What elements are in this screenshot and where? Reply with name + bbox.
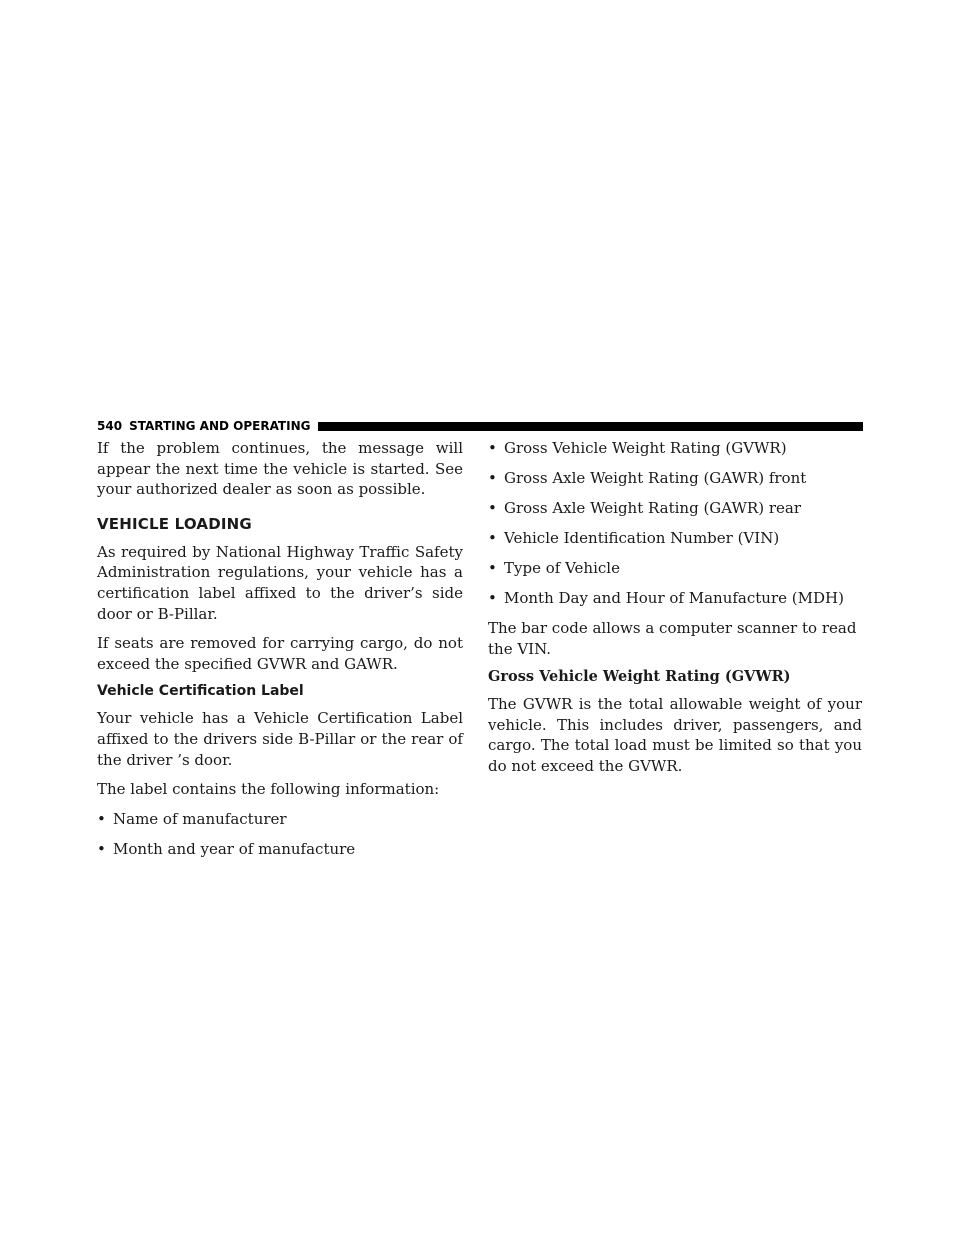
paragraph-nhtsa-requirement: As required by National Highway Traffic Safety Administration regulations, your vehicle has a certification label affixed to the driver’s side door or B-Pillar. <box>97 542 463 623</box>
bullet-icon: • <box>488 498 497 517</box>
paragraph-problem-continues: If the problem continues, the message will appear the next time the vehicle is started. See your authorized dealer as soon as possible. <box>97 439 463 499</box>
paragraph-certification-label: Your vehicle has a Vehicle Certification Label affixed to the drivers side B-Pillar or the rear of the driver ’s door. <box>97 709 463 769</box>
list-item <box>488 438 862 459</box>
list-item <box>488 588 862 609</box>
paragraph-seats-removed: If seats are removed for carrying cargo, do not exceed the specified GVWR and GAWR. <box>97 634 463 673</box>
list-item-text: Vehicle Identification Number (VIN) <box>504 528 780 547</box>
bullet-icon: • <box>97 809 106 828</box>
bullet-list-right <box>488 438 862 609</box>
page-header <box>97 419 863 433</box>
list-item-text: Name of manufacturer <box>113 809 287 828</box>
list-item <box>97 839 463 860</box>
heading-gvwr: Gross Vehicle Weight Rating (GVWR) <box>488 668 791 686</box>
list-item <box>488 468 862 489</box>
list-item <box>488 498 862 519</box>
heading-vehicle-certification-label: Vehicle Certification Label <box>97 683 304 700</box>
list-item <box>97 809 463 830</box>
section-title: STARTING AND OPERATING <box>129 419 311 433</box>
bullet-icon: • <box>488 439 497 457</box>
list-item-text: Month Day and Hour of Manufacture (MDH) <box>504 588 844 607</box>
list-item-text: Gross Vehicle Weight Rating (GVWR) <box>504 439 787 457</box>
list-item <box>488 528 862 549</box>
bullet-icon: • <box>97 839 106 858</box>
bullet-icon: • <box>488 468 497 487</box>
paragraph-bar-code: The bar code allows a computer scanner to read the VIN. <box>488 618 857 658</box>
bullet-icon: • <box>488 588 497 607</box>
bullet-icon: • <box>488 558 497 577</box>
right-column <box>488 438 862 785</box>
bullet-icon: • <box>488 528 497 547</box>
bullet-list-left <box>97 809 463 860</box>
page-number: 540 <box>97 419 123 433</box>
left-column <box>97 438 463 869</box>
paragraph-gvwr: The GVWR is the total allowable weight of your vehicle. This includes driver, passengers, and cargo. The total load must be limited so that you do not exceed the GVWR. <box>488 695 862 775</box>
paragraph-label-contains: The label contains the following information: <box>97 780 440 799</box>
list-item-text: Type of Vehicle <box>504 558 620 577</box>
list-item-text: Month and year of manufacture <box>113 839 356 858</box>
heading-vehicle-loading: VEHICLE LOADING <box>97 514 252 533</box>
list-item-text: Gross Axle Weight Rating (GAWR) front <box>504 468 807 487</box>
header-rule <box>318 422 863 431</box>
list-item-text: Gross Axle Weight Rating (GAWR) rear <box>504 498 801 517</box>
list-item <box>488 558 862 579</box>
